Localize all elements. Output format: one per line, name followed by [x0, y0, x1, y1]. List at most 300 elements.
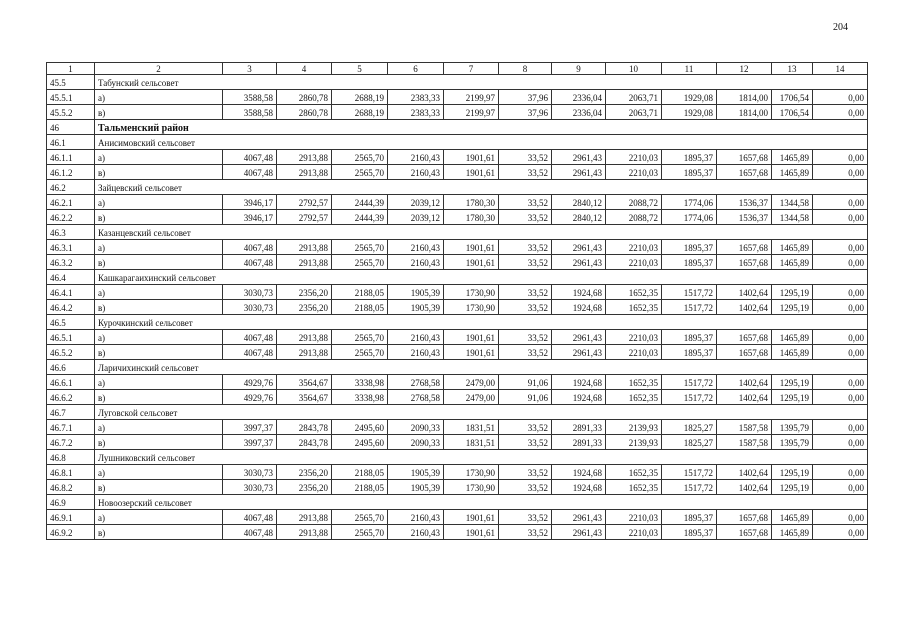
value-cell: 2860,78 — [277, 105, 332, 120]
value-cell: 2188,05 — [332, 300, 388, 315]
value-cell: 0,00 — [813, 285, 868, 300]
value-cell: 33,52 — [499, 210, 552, 225]
row-code: 46.8.1 — [47, 465, 95, 480]
value-cell: 1517,72 — [662, 285, 717, 300]
value-cell: 1465,89 — [772, 255, 813, 270]
value-cell: 2160,43 — [388, 240, 444, 255]
value-cell: 0,00 — [813, 420, 868, 435]
value-cell: 0,00 — [813, 210, 868, 225]
value-cell: 2891,33 — [552, 420, 606, 435]
value-cell: 0,00 — [813, 345, 868, 360]
value-cell: 1657,68 — [717, 510, 772, 525]
value-cell: 1730,90 — [444, 465, 499, 480]
row-label: а) — [95, 195, 223, 210]
section-row — [47, 180, 868, 195]
row-code: 46.9 — [47, 495, 95, 510]
value-cell: 0,00 — [813, 150, 868, 165]
value-cell: 1295,19 — [772, 375, 813, 390]
value-cell: 2188,05 — [332, 285, 388, 300]
section-name: Ларичихинский сельсовет — [95, 360, 868, 375]
value-cell: 2088,72 — [606, 210, 662, 225]
value-cell: 1895,37 — [662, 150, 717, 165]
row-label: а) — [95, 150, 223, 165]
value-cell: 2063,71 — [606, 105, 662, 120]
value-cell: 1402,64 — [717, 285, 772, 300]
value-cell: 1295,19 — [772, 465, 813, 480]
value-cell: 2479,00 — [444, 375, 499, 390]
value-cell: 2913,88 — [277, 255, 332, 270]
value-cell: 2495,60 — [332, 435, 388, 450]
value-cell: 2444,39 — [332, 195, 388, 210]
value-cell: 2565,70 — [332, 330, 388, 345]
row-label: а) — [95, 330, 223, 345]
value-cell: 1901,61 — [444, 345, 499, 360]
row-label: а) — [95, 510, 223, 525]
row-label: в) — [95, 300, 223, 315]
value-cell: 2961,43 — [552, 510, 606, 525]
value-cell: 1895,37 — [662, 330, 717, 345]
value-cell: 2063,71 — [606, 90, 662, 105]
value-cell: 3030,73 — [223, 465, 277, 480]
value-cell: 1780,30 — [444, 195, 499, 210]
value-cell: 2336,04 — [552, 90, 606, 105]
row-code: 46.5.1 — [47, 330, 95, 345]
section-name: Новоозерский сельсовет — [95, 495, 868, 510]
value-cell: 1587,58 — [717, 420, 772, 435]
value-cell: 3588,58 — [223, 90, 277, 105]
row-code: 46.3.1 — [47, 240, 95, 255]
value-cell: 1929,08 — [662, 90, 717, 105]
row-label: в) — [95, 525, 223, 540]
section-row — [47, 495, 868, 510]
section-row — [47, 270, 868, 285]
row-label: в) — [95, 210, 223, 225]
value-cell: 1657,68 — [717, 525, 772, 540]
column-header: 4 — [277, 63, 332, 75]
value-cell: 0,00 — [813, 300, 868, 315]
value-cell: 3997,37 — [223, 420, 277, 435]
value-cell: 33,52 — [499, 420, 552, 435]
row-code: 46.5.2 — [47, 345, 95, 360]
value-cell: 1295,19 — [772, 300, 813, 315]
value-cell: 2913,88 — [277, 330, 332, 345]
value-cell: 2199,97 — [444, 90, 499, 105]
value-cell: 2565,70 — [332, 510, 388, 525]
row-code: 46.9.1 — [47, 510, 95, 525]
row-label: а) — [95, 375, 223, 390]
row-code: 46.1 — [47, 135, 95, 150]
value-cell: 1895,37 — [662, 165, 717, 180]
value-cell: 2768,58 — [388, 390, 444, 405]
section-row — [47, 225, 868, 240]
value-cell: 0,00 — [813, 435, 868, 450]
table-row — [47, 240, 868, 255]
value-cell: 2961,43 — [552, 255, 606, 270]
value-cell: 2444,39 — [332, 210, 388, 225]
table-row — [47, 420, 868, 435]
value-cell: 1901,61 — [444, 330, 499, 345]
value-cell: 2961,43 — [552, 165, 606, 180]
value-cell: 2961,43 — [552, 330, 606, 345]
row-label: в) — [95, 105, 223, 120]
value-cell: 2160,43 — [388, 255, 444, 270]
section-row — [47, 75, 868, 90]
value-cell: 1517,72 — [662, 375, 717, 390]
value-cell: 2961,43 — [552, 150, 606, 165]
value-cell: 2356,20 — [277, 285, 332, 300]
value-cell: 1895,37 — [662, 255, 717, 270]
value-cell: 37,96 — [499, 105, 552, 120]
value-cell: 2860,78 — [277, 90, 332, 105]
value-cell: 1895,37 — [662, 240, 717, 255]
value-cell: 2210,03 — [606, 165, 662, 180]
value-cell: 0,00 — [813, 330, 868, 345]
value-cell: 2160,43 — [388, 510, 444, 525]
row-code: 45.5.1 — [47, 90, 95, 105]
value-cell: 2210,03 — [606, 510, 662, 525]
value-cell: 33,52 — [499, 300, 552, 315]
value-cell: 2961,43 — [552, 240, 606, 255]
column-header: 11 — [662, 63, 717, 75]
row-label: в) — [95, 345, 223, 360]
value-cell: 1831,51 — [444, 420, 499, 435]
row-label: а) — [95, 90, 223, 105]
value-cell: 1395,79 — [772, 435, 813, 450]
value-cell: 1652,35 — [606, 375, 662, 390]
table-row — [47, 255, 868, 270]
row-code: 46.6.2 — [47, 390, 95, 405]
value-cell: 1652,35 — [606, 285, 662, 300]
value-cell: 1465,89 — [772, 345, 813, 360]
value-cell: 2160,43 — [388, 150, 444, 165]
value-cell: 0,00 — [813, 255, 868, 270]
value-cell: 1901,61 — [444, 255, 499, 270]
section-name: Курочкинский сельсовет — [95, 315, 868, 330]
table-row — [47, 465, 868, 480]
value-cell: 1587,58 — [717, 435, 772, 450]
value-cell: 4929,76 — [223, 390, 277, 405]
value-cell: 1295,19 — [772, 285, 813, 300]
table-row — [47, 390, 868, 405]
table-row — [47, 210, 868, 225]
value-cell: 1517,72 — [662, 390, 717, 405]
value-cell: 1825,27 — [662, 435, 717, 450]
value-cell: 2961,43 — [552, 525, 606, 540]
table-row — [47, 300, 868, 315]
section-name: Луговской сельсовет — [95, 405, 868, 420]
value-cell: 33,52 — [499, 330, 552, 345]
value-cell: 2090,33 — [388, 435, 444, 450]
value-cell: 3946,17 — [223, 210, 277, 225]
value-cell: 1402,64 — [717, 465, 772, 480]
value-cell: 2792,57 — [277, 195, 332, 210]
value-cell: 1465,89 — [772, 525, 813, 540]
value-cell: 1517,72 — [662, 480, 717, 495]
value-cell: 2356,20 — [277, 465, 332, 480]
value-cell: 2210,03 — [606, 150, 662, 165]
value-cell: 2913,88 — [277, 525, 332, 540]
row-label: в) — [95, 390, 223, 405]
value-cell: 1901,61 — [444, 165, 499, 180]
value-cell: 2768,58 — [388, 375, 444, 390]
district-name: Тальменский район — [95, 120, 868, 135]
value-cell: 1774,06 — [662, 210, 717, 225]
row-code: 46.2 — [47, 180, 95, 195]
value-cell: 4067,48 — [223, 150, 277, 165]
row-code: 46.2.2 — [47, 210, 95, 225]
value-cell: 2913,88 — [277, 510, 332, 525]
value-cell: 1774,06 — [662, 195, 717, 210]
section-row — [47, 360, 868, 375]
value-cell: 1657,68 — [717, 345, 772, 360]
value-cell: 2688,19 — [332, 90, 388, 105]
value-cell: 1536,37 — [717, 195, 772, 210]
section-name: Зайцевский сельсовет — [95, 180, 868, 195]
value-cell: 1465,89 — [772, 165, 813, 180]
table-row — [47, 345, 868, 360]
value-cell: 1652,35 — [606, 480, 662, 495]
section-name: Анисимовский сельсовет — [95, 135, 868, 150]
value-cell: 2891,33 — [552, 435, 606, 450]
value-cell: 2210,03 — [606, 240, 662, 255]
value-cell: 0,00 — [813, 525, 868, 540]
section-name: Кашкарагаихинский сельсовет — [95, 270, 868, 285]
table-row — [47, 285, 868, 300]
value-cell: 2479,00 — [444, 390, 499, 405]
value-cell: 1814,00 — [717, 90, 772, 105]
value-cell: 3338,98 — [332, 390, 388, 405]
row-code: 46.4.1 — [47, 285, 95, 300]
value-cell: 2383,33 — [388, 105, 444, 120]
value-cell: 2840,12 — [552, 195, 606, 210]
value-cell: 1730,90 — [444, 300, 499, 315]
value-cell: 1730,90 — [444, 285, 499, 300]
value-cell: 0,00 — [813, 165, 868, 180]
table-row — [47, 435, 868, 450]
value-cell: 3030,73 — [223, 480, 277, 495]
value-cell: 33,52 — [499, 465, 552, 480]
value-cell: 2160,43 — [388, 345, 444, 360]
row-code: 46 — [47, 120, 95, 135]
value-cell: 2039,12 — [388, 210, 444, 225]
value-cell: 2356,20 — [277, 300, 332, 315]
row-label: а) — [95, 240, 223, 255]
value-cell: 1295,19 — [772, 480, 813, 495]
row-code: 46.8.2 — [47, 480, 95, 495]
value-cell: 37,96 — [499, 90, 552, 105]
row-label: в) — [95, 435, 223, 450]
value-cell: 1517,72 — [662, 300, 717, 315]
value-cell: 1536,37 — [717, 210, 772, 225]
value-cell: 33,52 — [499, 165, 552, 180]
value-cell: 33,52 — [499, 480, 552, 495]
table-row — [47, 480, 868, 495]
value-cell: 2495,60 — [332, 420, 388, 435]
value-cell: 1895,37 — [662, 525, 717, 540]
value-cell: 2843,78 — [277, 420, 332, 435]
value-cell: 1344,58 — [772, 210, 813, 225]
value-cell: 1657,68 — [717, 330, 772, 345]
value-cell: 4067,48 — [223, 240, 277, 255]
row-label: а) — [95, 285, 223, 300]
value-cell: 1924,68 — [552, 285, 606, 300]
table-row — [47, 195, 868, 210]
value-cell: 3564,67 — [277, 390, 332, 405]
value-cell: 1730,90 — [444, 480, 499, 495]
value-cell: 4929,76 — [223, 375, 277, 390]
value-cell: 2356,20 — [277, 480, 332, 495]
value-cell: 2565,70 — [332, 525, 388, 540]
value-cell: 1295,19 — [772, 390, 813, 405]
column-header: 6 — [388, 63, 444, 75]
value-cell: 1905,39 — [388, 300, 444, 315]
section-name: Табунский сельсовет — [95, 75, 868, 90]
section-row — [47, 405, 868, 420]
table-row — [47, 150, 868, 165]
value-cell: 0,00 — [813, 105, 868, 120]
column-header: 3 — [223, 63, 277, 75]
column-header: 12 — [717, 63, 772, 75]
row-code: 46.4.2 — [47, 300, 95, 315]
header-row — [47, 63, 868, 75]
value-cell: 1465,89 — [772, 330, 813, 345]
value-cell: 1652,35 — [606, 300, 662, 315]
row-code: 45.5.2 — [47, 105, 95, 120]
value-cell: 1657,68 — [717, 240, 772, 255]
value-cell: 33,52 — [499, 150, 552, 165]
value-cell: 3946,17 — [223, 195, 277, 210]
value-cell: 1780,30 — [444, 210, 499, 225]
row-code: 46.9.2 — [47, 525, 95, 540]
column-header: 13 — [772, 63, 813, 75]
table-body — [47, 63, 868, 540]
value-cell: 2210,03 — [606, 330, 662, 345]
column-header: 5 — [332, 63, 388, 75]
value-cell: 1652,35 — [606, 465, 662, 480]
value-cell: 2160,43 — [388, 525, 444, 540]
value-cell: 1402,64 — [717, 480, 772, 495]
value-cell: 2336,04 — [552, 105, 606, 120]
value-cell: 1706,54 — [772, 105, 813, 120]
value-cell: 1706,54 — [772, 90, 813, 105]
value-cell: 2565,70 — [332, 150, 388, 165]
value-cell: 1924,68 — [552, 390, 606, 405]
section-row — [47, 450, 868, 465]
value-cell: 1895,37 — [662, 510, 717, 525]
value-cell: 91,06 — [499, 375, 552, 390]
value-cell: 2199,97 — [444, 105, 499, 120]
value-cell: 4067,48 — [223, 525, 277, 540]
value-cell: 1402,64 — [717, 300, 772, 315]
section-name: Лушниковский сельсовет — [95, 450, 868, 465]
value-cell: 0,00 — [813, 465, 868, 480]
table-row — [47, 165, 868, 180]
value-cell: 2913,88 — [277, 345, 332, 360]
value-cell: 33,52 — [499, 195, 552, 210]
value-cell: 1657,68 — [717, 150, 772, 165]
value-cell: 2961,43 — [552, 345, 606, 360]
table-row — [47, 105, 868, 120]
value-cell: 1901,61 — [444, 240, 499, 255]
value-cell: 2088,72 — [606, 195, 662, 210]
value-cell: 2792,57 — [277, 210, 332, 225]
value-cell: 3030,73 — [223, 285, 277, 300]
row-code: 46.7 — [47, 405, 95, 420]
value-cell: 1395,79 — [772, 420, 813, 435]
row-code: 46.1.1 — [47, 150, 95, 165]
row-label: в) — [95, 165, 223, 180]
column-header: 10 — [606, 63, 662, 75]
column-header: 9 — [552, 63, 606, 75]
row-code: 46.5 — [47, 315, 95, 330]
value-cell: 4067,48 — [223, 330, 277, 345]
table-row — [47, 375, 868, 390]
value-cell: 3997,37 — [223, 435, 277, 450]
value-cell: 0,00 — [813, 480, 868, 495]
table-row — [47, 525, 868, 540]
value-cell: 2210,03 — [606, 255, 662, 270]
value-cell: 3338,98 — [332, 375, 388, 390]
value-cell: 2913,88 — [277, 240, 332, 255]
value-cell: 2160,43 — [388, 330, 444, 345]
value-cell: 1901,61 — [444, 150, 499, 165]
row-code: 45.5 — [47, 75, 95, 90]
value-cell: 4067,48 — [223, 510, 277, 525]
value-cell: 1465,89 — [772, 150, 813, 165]
value-cell: 1814,00 — [717, 105, 772, 120]
value-cell: 2843,78 — [277, 435, 332, 450]
value-cell: 1905,39 — [388, 465, 444, 480]
value-cell: 1465,89 — [772, 510, 813, 525]
value-cell: 2688,19 — [332, 105, 388, 120]
value-cell: 1831,51 — [444, 435, 499, 450]
value-cell: 1924,68 — [552, 375, 606, 390]
value-cell: 2913,88 — [277, 165, 332, 180]
value-cell: 2913,88 — [277, 150, 332, 165]
value-cell: 2139,93 — [606, 420, 662, 435]
row-label: а) — [95, 465, 223, 480]
value-cell: 2565,70 — [332, 345, 388, 360]
value-cell: 1905,39 — [388, 285, 444, 300]
value-cell: 3030,73 — [223, 300, 277, 315]
tariff-table — [46, 62, 868, 540]
value-cell: 1905,39 — [388, 480, 444, 495]
row-code: 46.1.2 — [47, 165, 95, 180]
row-code: 46.2.1 — [47, 195, 95, 210]
value-cell: 2039,12 — [388, 195, 444, 210]
row-label: а) — [95, 420, 223, 435]
value-cell: 2160,43 — [388, 165, 444, 180]
value-cell: 2139,93 — [606, 435, 662, 450]
table-row — [47, 330, 868, 345]
value-cell: 3564,67 — [277, 375, 332, 390]
value-cell: 2188,05 — [332, 465, 388, 480]
row-label: в) — [95, 255, 223, 270]
row-label: в) — [95, 480, 223, 495]
district-row — [47, 120, 868, 135]
row-code: 46.7.1 — [47, 420, 95, 435]
value-cell: 2565,70 — [332, 240, 388, 255]
section-name: Казанцевский сельсовет — [95, 225, 868, 240]
value-cell: 2565,70 — [332, 165, 388, 180]
value-cell: 1402,64 — [717, 390, 772, 405]
value-cell: 1344,58 — [772, 195, 813, 210]
value-cell: 33,52 — [499, 285, 552, 300]
value-cell: 33,52 — [499, 435, 552, 450]
table-row — [47, 510, 868, 525]
row-code: 46.4 — [47, 270, 95, 285]
value-cell: 3588,58 — [223, 105, 277, 120]
